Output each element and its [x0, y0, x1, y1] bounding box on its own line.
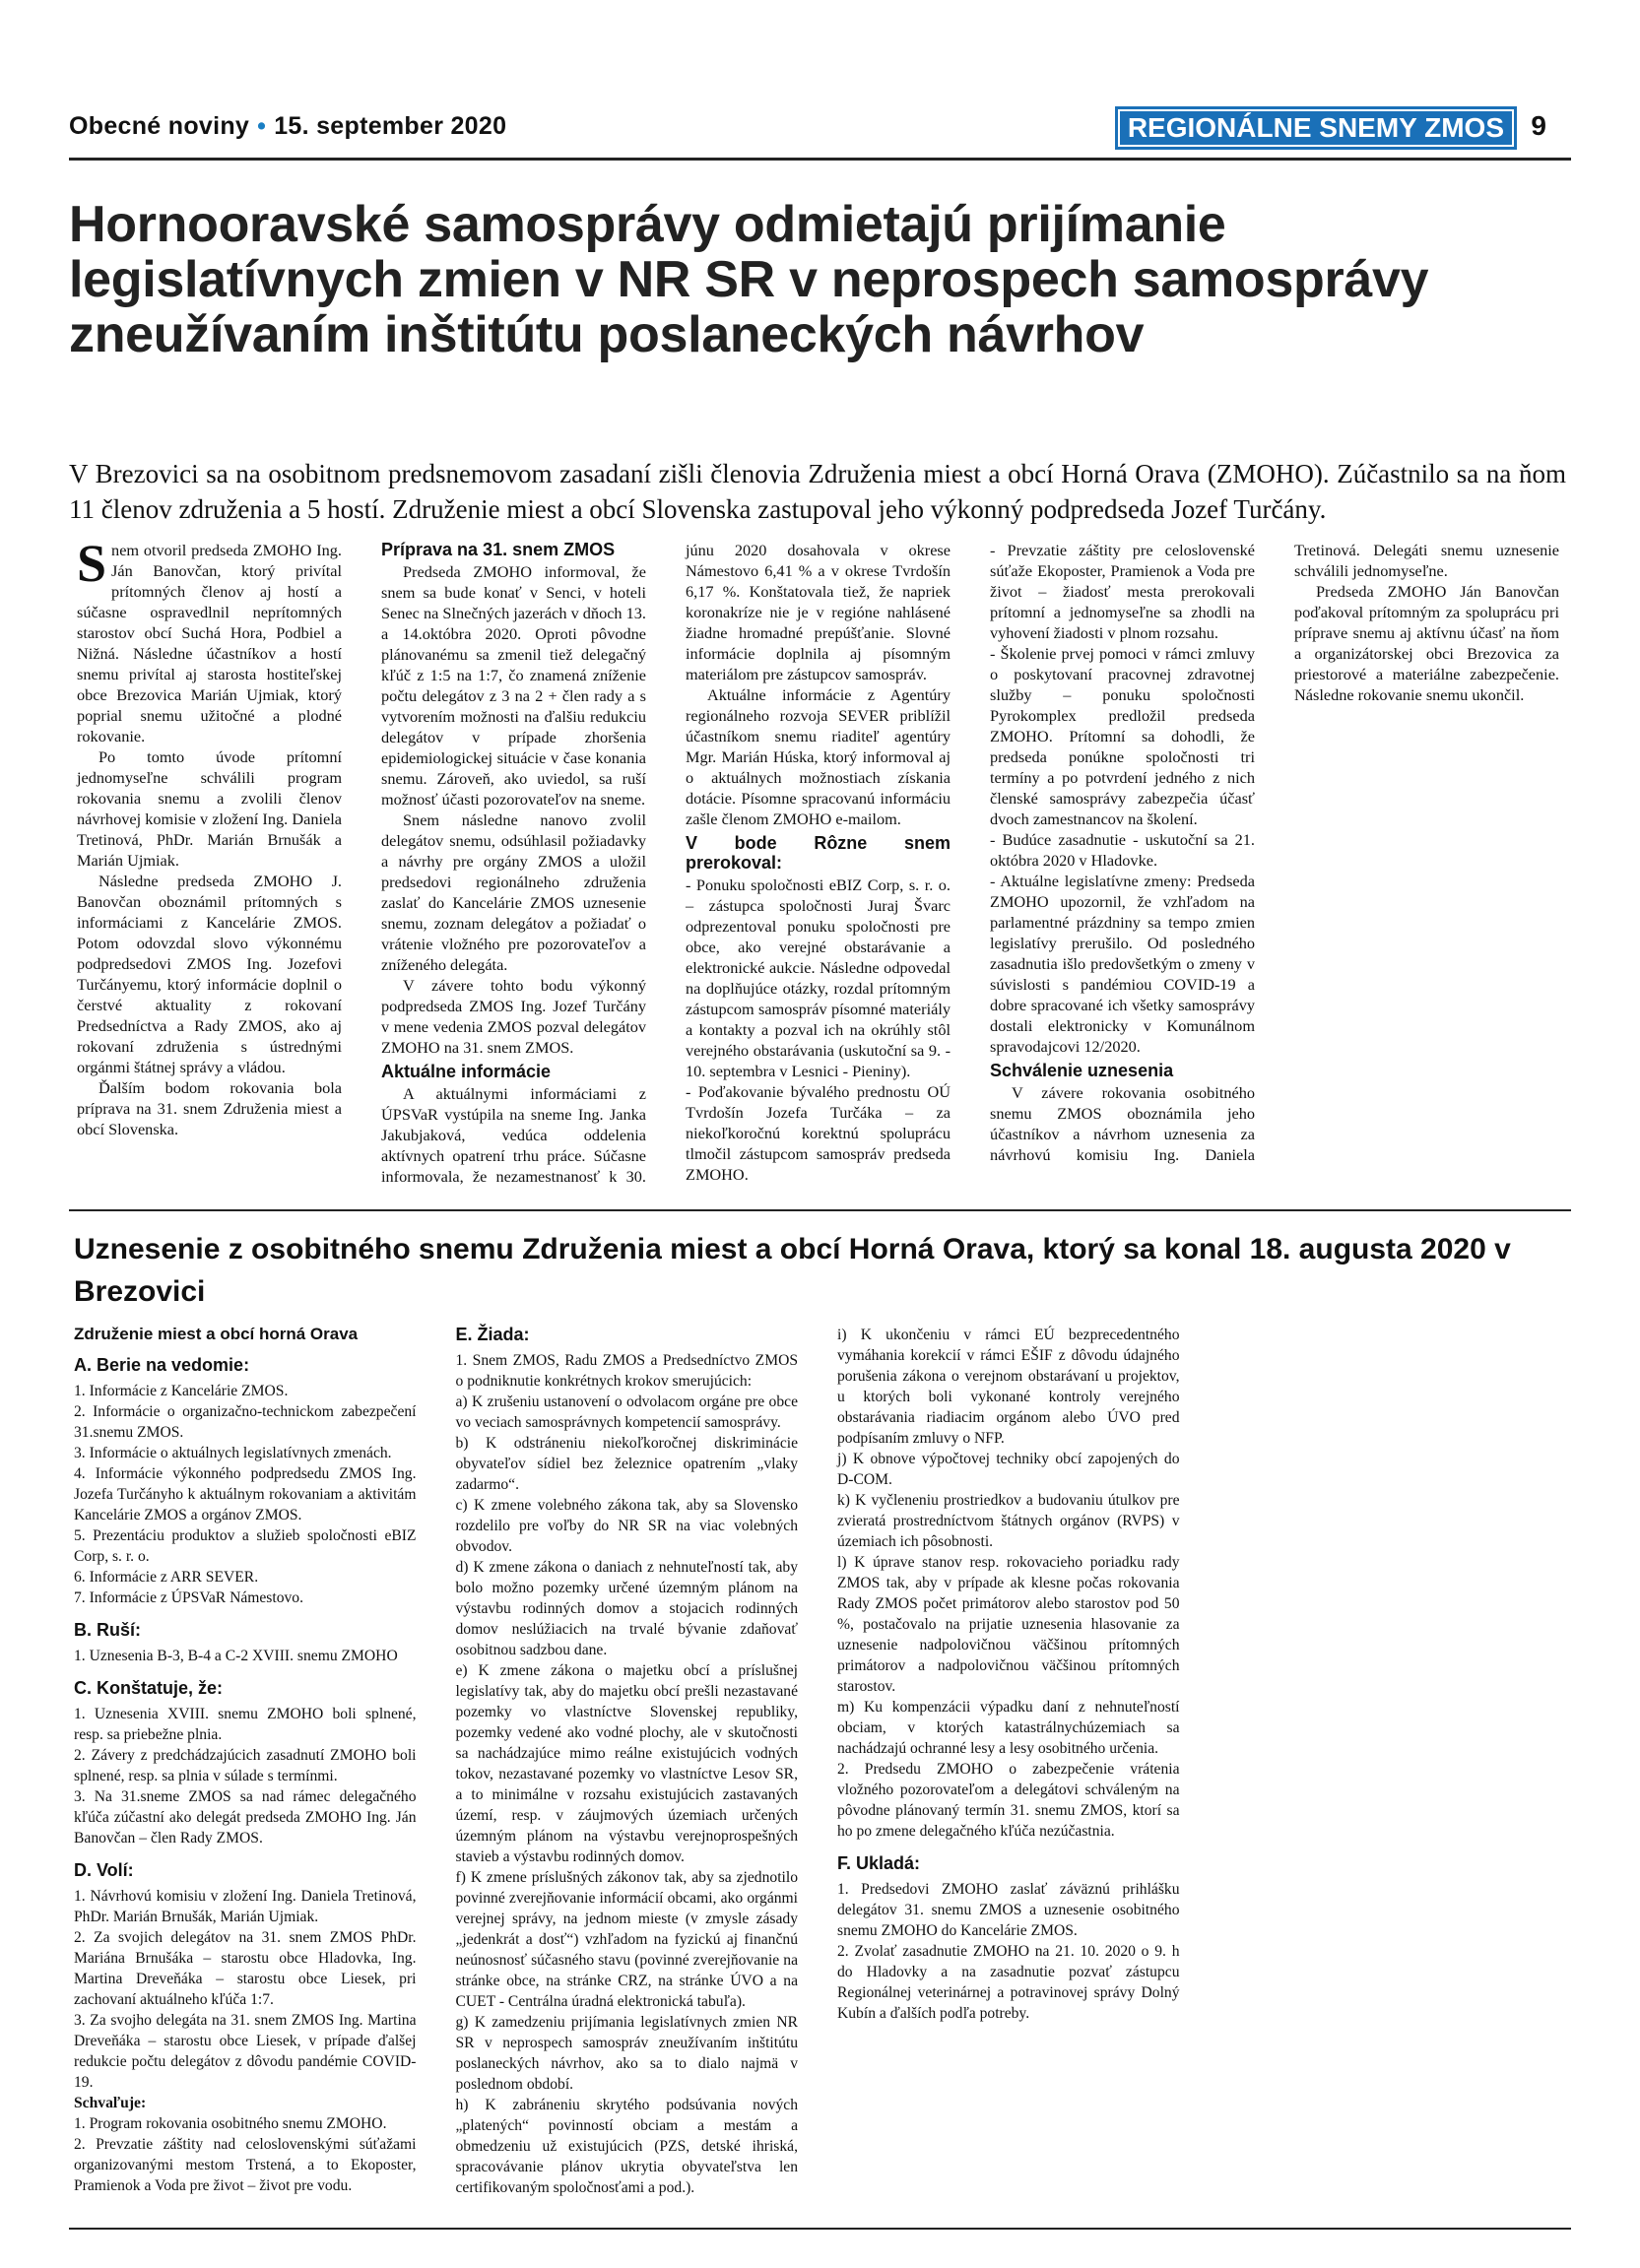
resolution-item: e) K zmene zákona o majetku obcí a príslušnej legislatívy tak, aby do majetku obcí prešli nezastavané pozemky vo vlastníctve Slovenskej republiky, pozemky vedené ako vodné plochy, ale v skutočnosti sa nachádzajúce mimo reálne existujúcich vodných tokov, nezastavané pozemky vo vlastníctve Lesov SR, a to minimálne v rozsahu existujúcich zastavaných území, resp. v záujmových územiach určených územným plánom na výstavbu verejnoprospešných stavieb a výstavbu rodinných domov.: [455, 1662, 798, 1865]
footer-rule: [69, 2228, 1571, 2230]
resolution-heading: B. Ruší:: [74, 1620, 142, 1640]
paragraph: Predseda ZMOHO informoval, že snem sa bude konať v Senci, v hoteli Senec na Slnečných jazerách v dňoch 13. a 14.októbra 2020. Oproti pôvodne plánovanému sa zmenil tiež delegačný kľúč z 1:5 na 1:7, čo znamená zníženie počtu delegátov z 3 na 2 + člen rady a s vytvorením možnosti na ďalšiu redukciu delegátov v prípade zhoršenia epidemiologickej situácie v čase konania snemu. Zároveň, ako uviedol, sa ruší možnosť účasti pozorovateľov na sneme.: [381, 562, 646, 809]
list-item: - Prevzatie záštity pre celoslovenské súťaže Ekoposter, Pramienok a Voda pre život – žiadosť mesta prerokovali prítomní a jednomyseľne sa zhodli na vyhovení žiadosti v plnom rozsahu.: [990, 541, 1255, 642]
resolution-item: k) K vyčleneniu prostriedkov a budovaniu útulkov pre zvieratá prostredníctvom štátnych orgánov (RVPS) v územiach ich pôsobnosti.: [837, 1492, 1180, 1550]
resolution-item: 6. Informácie z ARR SEVER.: [74, 1569, 259, 1586]
resolution-item: 1. Predsedovi ZMOHO zaslať záväznú prihlášku delegátov 31. snemu ZMOS a uznesenie osobitného snemu ZMOHO do Kancelárie ZMOS.: [837, 1881, 1180, 1939]
header-rule: [69, 158, 1571, 161]
resolution-item: f) K zmene príslušných zákonov tak, aby sa zjednotilo povinné zverejňovanie informácií obcami, ako orgánmi verejnej správy, na jednom mieste (v zmysle zásady „jedenkrát a dosť“) vzhľadom na fyzickú aj finančnú neúnosnosť súčasného stavu (povinné zverejňovanie na stránke obce, na stránke CRZ, na stránke ÚVO a na CUET - Centrálna úradná elektronická tabuľa).: [455, 1869, 798, 2010]
organization-name: Združenie miest a obcí horná Orava: [74, 1325, 359, 1343]
resolution-item: 3. Za svojho delegáta na 31. snem ZMOS Ing. Martina Dreveňáka – starostu obce Liesek, v prípade ďalšej redukcie počtu delegátov z dôvodu pandémie COVID-19.: [74, 2012, 417, 2091]
drop-cap: S: [77, 534, 107, 593]
section-divider: [69, 1209, 1571, 1211]
resolution-item: 1. Uznesenia XVIII. snemu ZMOHO boli splnené, resp. sa priebežne plnia.: [74, 1706, 417, 1743]
resolution-item: 3. Informácie o aktuálnych legislatívnych zmenách.: [74, 1445, 392, 1461]
resolution-item: a) K zrušeniu ustanovení o odvolacom orgáne pre obce vo veciach samosprávnych kompetencií samosprávy.: [455, 1393, 798, 1431]
resolution-item: 5. Prezentáciu produktov a služieb spoločnosti eBIZ Corp, s. r. o.: [74, 1527, 417, 1565]
subheading: Príprava na 31. snem ZMOS: [381, 540, 616, 559]
resolution-body: [74, 1325, 1561, 2211]
article-body: [77, 534, 1559, 1201]
resolution-heading: A. Berie na vedomie:: [74, 1355, 250, 1375]
resolution-item: 2. Prevzatie záštity nad celoslovenskými súťažami organizovanými mestom Trstená, a to Ekoposter, Pramienok a Voda pre život – život pre vodu.: [74, 2136, 417, 2194]
paragraph: A aktuálnymi informáciami z ÚPSVaR vystúpila na sneme Ing. Janka Jakubjaková, vedúca oddelenia aktívnych opatrení trhu práce. Súčasne informovala, že nezamestnanosť k 30. júnu 2020 dosahovala v okrese Námestovo 6,41 % a v okrese Tvrdošín 6,17 %. Konštatovala tiež, že napriek koronakríze nie je v regióne nahlásené žiadne hromadné prepúšťanie. Slovné informácie doplnila aj písomným materiálom pre zástupcov samospráv.: [381, 541, 951, 1186]
paragraph: Snem otvoril predseda ZMOHO Ing. Ján Banovčan, ktorý privítal prítomných členov aj hostí a súčasne ospravedlnil neprítomných starostov obcí Suchá Hora, Podbiel a Nižná. Následne účastníkov a hostí snemu privítal aj starosta hostiteľskej obce Brezovica Marián Ujmiak, ktorý poprial snemu užitočné a plodné rokovanie.: [77, 534, 342, 745]
page-number: 9: [1531, 110, 1546, 141]
article-lead: V Brezovici sa na osobitnom predsnemovom zasadaní zišli členovia Združenia miest a obcí Horná Orava (ZMOHO). Zúčastnilo sa na ňom 11 členov združenia a 5 hostí. Združenie miest a obcí Slovenska zastupoval jeho výkonný podpredseda Jozef Turčány.: [69, 459, 1566, 524]
resolution-item: 2. Závery z predchádzajúcich zasadnutí ZMOHO boli splnené, resp. sa plnia v súlade s termínmi.: [74, 1747, 417, 1784]
resolution-heading: E. Žiada:: [455, 1325, 530, 1344]
resolution-heading: F. Ukladá:: [837, 1853, 921, 1873]
resolution-item: 1. Návrhovú komisiu v zložení Ing. Daniela Tretinová, PhDr. Marián Brnušák, Marián Ujmiak.: [74, 1888, 417, 1925]
masthead: [69, 112, 506, 141]
paragraph: Snem následne nanovo zvolil delegátov snemu, odsúhlasil požiadavky a návrhy pre orgány ZMOS a uložil predsedovi regionálneho združenia zaslať do Kancelárie ZMOS uznesenie snemu, zoznam delegátov a požiadať o vrátenie vložného pre pozorovateľov a zníženého delegáta.: [381, 810, 646, 974]
page-header: [69, 106, 1546, 146]
list-item: - Školenie prvej pomoci v rámci zmluvy o poskytovaní pracovnej zdravotnej služby – ponuku spoločnosti Pyrokomplex predložil predseda ZMOHO. Prítomní sa dohodli, že predseda ponúkne spoločnosti tri termíny a po potvrdení jedného z nich členské samosprávy zabezpečia účasť dvoch zamestnancov na školení.: [990, 644, 1255, 828]
paper-name: Obecné noviny: [69, 112, 250, 140]
paragraph: Následne predseda ZMOHO J. Banovčan oboznámil prítomných s informáciami z Kancelárie ZMOS. Potom odovzdal slovo výkonnému podpredsedovi ZMOS Ing. Jozefovi Turčányemu, ktorý informácie doplnil o čerstvé aktuality z rokovaní Predsedníctva a Rady ZMOS, ako aj rokovaní združenia s ústrednými orgánmi štátnej správy a vládou.: [77, 872, 342, 1076]
resolution-item: j) K obnove výpočtovej techniky obcí zapojených do D-COM.: [837, 1451, 1180, 1488]
list-item: - Ponuku spoločnosti eBIZ Corp, s. r. o. – zástupca spoločnosti Juraj Švarc odprezentoval ponuku spoločnosti pre obce, ako verejné obstarávanie a elektronické aukcie. Následne odpovedal na doplňujúce otázky, rozdal prítomným zástupcom samospráv písomné materiály a kontakty a pozval ich na okrúhly stôl verejného obstarávania (uskutoční sa 9. - 10. septembra v Lesnici - Pieniny).: [686, 875, 951, 1080]
separator: •: [257, 112, 267, 140]
resolution-item: b) K odstráneniu niekoľkoročnej diskriminácie obyvateľov sídiel bez železnice opatrením „vlaky zadarmo“.: [455, 1435, 798, 1493]
resolution-heading: D. Volí:: [74, 1860, 134, 1880]
resolution-item: i) K ukončeniu v rámci EÚ bezprecedentného vymáhania korekcií v rámci EŠIF z dôvodu údajného porušenia zákona o verejnom obstarávaní u projektov, u ktorých boli vykonané kontroly verejného obstarávania riadiacim orgánom alebo ÚVO pred podpísaním zmluvy o NFP.: [837, 1327, 1180, 1447]
resolution-item: 1. Informácie z Kancelárie ZMOS.: [74, 1383, 289, 1399]
paragraph: Po tomto úvode prítomní jednomyseľne schválili program rokovania snemu a zvolili členov návrhovej komisie v zložení Ing. Daniela Tretinová, PhDr. Marián Brnušák a Marián Ujmiak.: [77, 747, 342, 870]
resolution-item: 2. Predsedu ZMOHO o zabezpečenie vrátenia vložného pozorovateľom a delegátovi schváleným na pôvodne plánovaný termín 31. snemu ZMOS, ktorí sa ho po zmene delegačného kľúča nezúčastnia.: [837, 1761, 1180, 1840]
resolution-item: 7. Informácie z ÚPSVaR Námestovo.: [74, 1589, 303, 1606]
resolution-item: 2. Zvolať zasadnutie ZMOHO na 21. 10. 2020 o 9. h do Hladovky a na zasadnutie pozvať zástupcu Regionálnej veterinárnej a potravinovej správy Dolný Kubín a ďalších podľa potreby.: [837, 1943, 1180, 2022]
list-item: - Poďakovanie bývalého prednostu OÚ Tvrdošín Jozefa Turčáka – za niekoľkoročnú korektnú spoluprácu tlmočil zástupcom samospráv predseda ZMOHO.: [686, 1082, 951, 1184]
article-title: Hornooravské samosprávy odmietajú prijímanie legislatívnych zmien v NR SR v neprospech samosprávy zneužívaním inštitútu poslaneckých návrhov: [69, 196, 1429, 363]
resolution-item: 1. Uznesenia B-3, B-4 a C-2 XVIII. snemu ZMOHO: [74, 1648, 398, 1664]
paragraph: Ďalším bodom rokovania bola príprava na 31. snem Združenia miest a obcí Slovenska.: [77, 1078, 342, 1138]
resolution-item: 1. Snem ZMOS, Radu ZMOS a Predsedníctvo ZMOS o podniknutie konkrétnych krokov smerujúcich:: [455, 1352, 798, 1390]
resolution-item: d) K zmene zákona o daniach z nehnuteľností tak, aby bolo možno pozemky určené územným plánom na výstavbu rodinných domov a stojacich rodinných domov neslúžiacich na trvalé bývanie zdaňovať osobitnou sadzbou dane.: [455, 1559, 798, 1658]
resolution-item: m) Ku kompenzácii výpadku daní z nehnuteľností obciam, v ktorých katastrálnychúzemiach sa nachádzajú ochranné lesy a lesy osobitného určenia.: [837, 1699, 1180, 1757]
resolution-item: l) K úprave stanov resp. rokovacieho poriadku rady ZMOS tak, aby v prípade ak klesne počas rokovania Rady ZMOS počet primátorov alebo starostov pod 50 %, postačovalo na prijatie uznesenia hlasovanie za uznesenie nadpolovičnou väčšinou prítomných primátorov a nadpolovičnou väčšinou prítomných starostov.: [837, 1554, 1180, 1695]
paragraph: V závere rokovania osobitného snemu ZMOS oboznámila jeho účastníkov a návrhom uznesenia za návrhovú komisiu Ing. Daniela Tretinová. Delegáti snemu uznesenie schválili jednomyseľne.: [990, 541, 1559, 1164]
subheading: Schválenie uznesenia: [990, 1061, 1174, 1080]
list-item: - Aktuálne legislatívne zmeny: Predseda ZMOHO upozornil, že vzhľadom na parlamentné prázdniny sa tempo zmien legislatívy prerušilo. Od posledného zasadnutia išlo predovšetkým o zmeny v súvislosti s pandémiou COVID-19 a dobre spracované ich všetky samosprávy dostali elektronicky v Komunálnom spravodajcovi 12/2020.: [990, 872, 1255, 1056]
resolution-item: g) K zamedzeniu prijímania legislatívnych zmien NR SR v neprospech samospráv zneužívaním inštitútu poslaneckých návrhov, ako sa to dialo najmä v poslednom období.: [455, 2014, 798, 2093]
paragraph: Predseda ZMOHO Ján Banovčan poďakoval prítomným za spoluprácu pri príprave snemu aj aktívnu účasť na ňom a organizátorskej obci Brezovica za priestorové a materiálne zabezpečenie. Následne rokovanie snemu ukončil.: [1294, 582, 1559, 704]
resolution-item: 4. Informácie výkonného podpredsedu ZMOS Ing. Jozefa Turčányho k aktuálnym rokovaniam a aktivitám Kancelárie ZMOS a orgánov ZMOS.: [74, 1465, 417, 1523]
section-label: REGIONÁLNE SNEMY ZMOS: [1115, 106, 1517, 150]
resolution-item: 2. Za svojich delegátov na 31. snem ZMOS PhDr. Mariána Brnušáka – starostu obce Hladovka, Ing. Martina Dreveňáka – starostu obce Liesek, pri zachovaní aktuálneho kľúča 1:7.: [74, 1929, 417, 2008]
resolution-title: Uznesenie z osobitného snemu Združenia miest a obcí Horná Orava, ktorý sa konal 18. augusta 2020 v Brezovici: [74, 1233, 1511, 1308]
resolution-item: c) K zmene volebného zákona tak, aby sa Slovensko rozdelilo pre voľby do NR SR na viac volebných obvodov.: [455, 1497, 798, 1555]
resolution-heading: C. Konštatuje, že:: [74, 1678, 224, 1698]
list-item: - Budúce zasadnutie - uskutoční sa 21. októbra 2020 v Hladovke.: [990, 830, 1255, 870]
resolution-subheading: Schvaľuje:: [74, 2095, 147, 2111]
resolution-item: h) K zabráneniu skrytého podsúvania nových „platených“ povinností obciam a mestám a obmedzeniu už existujúcich (PZS, detské ihriská, spracovávanie plánov ukrytia obyvateľstva len certifikovaným spoločnosťami a pod.).: [455, 2097, 798, 2196]
subheading: Aktuálne informácie: [381, 1062, 552, 1081]
subheading: V bode Rôzne snem prerokoval:: [686, 833, 951, 873]
resolution-item: 2. Informácie o organizačno-technickom zabezpečení 31.snemu ZMOS.: [74, 1403, 417, 1441]
issue-date: 15. september 2020: [274, 112, 507, 140]
paragraph: Aktuálne informácie z Agentúry regionálneho rozvoja SEVER priblížil účastníkom snemu riaditeľ agentúry Mgr. Marián Húska, ktorý informoval aj o aktuálnych možnostiach získania dotácie. Písomne spracovanú informáciu zašle členom ZMOHO e-mailom.: [686, 685, 951, 828]
resolution-item: 3. Na 31.sneme ZMOS sa nad rámec delegačného kľúča zúčastní ako delegát predseda ZMOHO Ing. Ján Banovčan – člen Rady ZMOS.: [74, 1788, 417, 1847]
resolution-item: 1. Program rokovania osobitného snemu ZMOHO.: [74, 2115, 387, 2132]
paragraph: V závere tohto bodu výkonný podpredseda ZMOS Ing. Jozef Turčány v mene vedenia ZMOS pozval delegátov ZMOHO na 31. snem ZMOS.: [381, 976, 646, 1057]
